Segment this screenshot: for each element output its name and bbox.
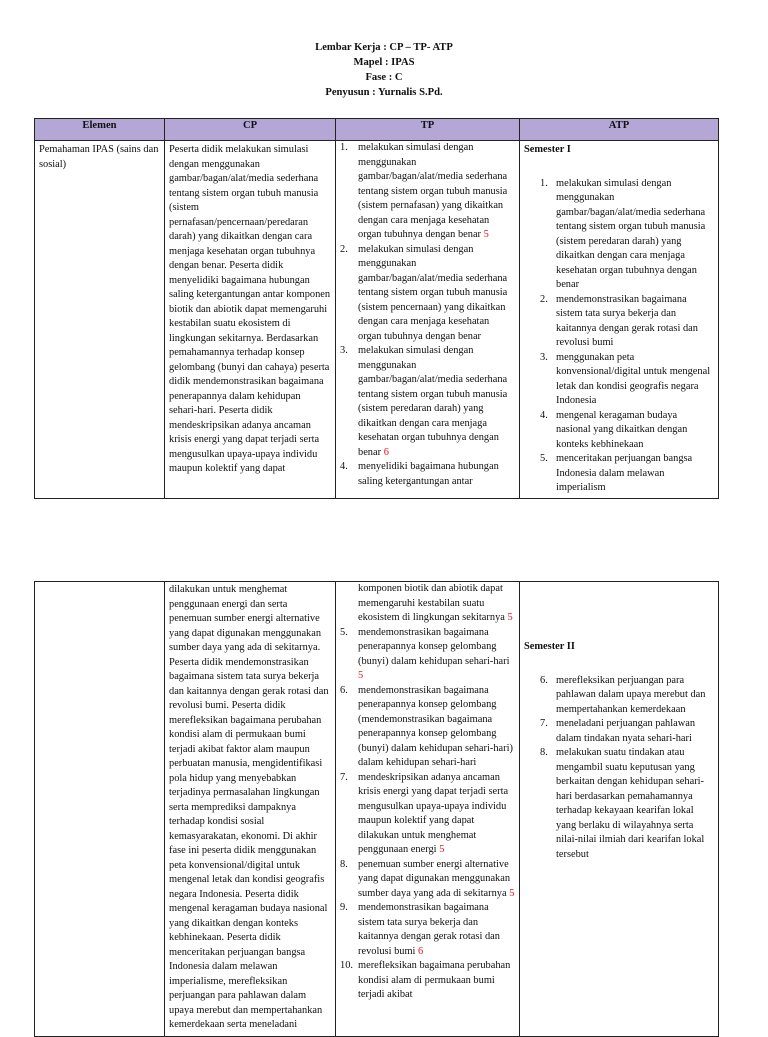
atp-text: melakukan simulasi dengan menggunakan gambar/bagan/alat/media sederhana tentang sistem organ tubuh manusia (sistem peredaran darah) yang dikaitkan dengan cara menjaga kesehatan organ tubuhnya dengan benar	[556, 177, 706, 290]
header-atp: ATP	[520, 119, 719, 141]
list-item	[340, 344, 515, 460]
worksheet-title: Lembar Kerja : CP – TP- ATP	[315, 42, 453, 53]
tp-text: melakukan simulasi dengan menggunakan gambar/bagan/alat/media sederhana tentang sistem organ tubuh manusia (sistem peredaran darah) yang dikaitkan dengan cara menjaga kesehatan organ tubuhnya dengan benar	[358, 345, 508, 458]
atp-list	[540, 177, 714, 496]
atp-text: mengenal keragaman budaya nasional yang dikaitkan dengan konteks kebhinekaan	[556, 409, 688, 450]
atp-text: menggunakan peta konvensional/digital untuk mengenal letak dan kondisi geografis negara Indonesia	[556, 351, 711, 406]
tp-number: 10.	[340, 960, 353, 971]
tp-number: 5.	[340, 626, 348, 638]
atp-list	[540, 674, 714, 863]
tp-number: 8.	[340, 858, 348, 870]
atp-text: menceritakan perjuangan bangsa Indonesia dalam melawan imperialism	[556, 453, 693, 493]
atp-number: 6.	[540, 674, 548, 686]
tp-continuation	[340, 582, 515, 626]
atp-number: 4.	[540, 409, 548, 421]
list-item	[340, 626, 515, 684]
list-item	[540, 351, 714, 409]
list-item	[540, 674, 714, 718]
tp-mark: 5	[358, 670, 364, 681]
document-header	[0, 40, 768, 100]
elemen-cell	[35, 141, 165, 499]
header-tp: TP	[336, 119, 520, 141]
subject-line: Mapel : IPAS	[353, 57, 415, 68]
cp-tp-atp-table-page2	[34, 581, 719, 1037]
atp-number: 1.	[540, 177, 548, 189]
tp-number: 3.	[340, 345, 348, 356]
tp-number: 9.	[340, 902, 348, 913]
tp-mark: 5	[507, 612, 513, 623]
list-item	[340, 460, 515, 489]
tp-text: komponen biotik dan abiotik dapat memengaruhi kestabilan suatu ekosistem di lingkungan sekitarnya	[358, 583, 505, 623]
tp-text: melakukan simulasi dengan menggunakan gambar/bagan/alat/media sederhana tentang sistem organ tubuh manusia (sistem pernafasan) yang dikaitkan dengan cara menjaga kesehatan organ tubuhnya dengan benar	[358, 142, 508, 240]
header-elemen: Elemen	[35, 119, 165, 141]
list-item	[540, 746, 714, 862]
list-item	[540, 717, 714, 746]
list-item	[540, 452, 714, 496]
tp-mark: 5	[439, 844, 445, 855]
phase-line: Fase : C	[365, 72, 403, 83]
cp-text: dilakukan untuk menghemat penggunaan energi dan serta penemuan sumber energi alternative yang dapat digunakan menggunakan sumber daya yang ada di sekitarnya. Peserta didik mendemonstrasikan bagaimana sistem tata surya bekerja dan kaitannya dengan gerak rotasi dan revolusi bumi. Peserta didik merefleksikan bagaimana perubahan kondisi alam di permukaan bumi terjadi akibat faktor alam maupun perbuatan manusia, mengidentifikasi pola hidup yang menyebabkan terjadinya permasalahan lingkungan serta memprediksi dampaknya terhadap kondisi sosial kemasyarakatan, ekonomi. Di akhir fase ini peserta didik menggunakan peta konvensional/digital untuk mengenal letak dan kondisi geografis negara Indonesia. Peserta didik mengenal keragaman budaya nasional yang dikaitkan dengan konteks kebhinekaan. Peserta didik menceritakan perjuangan bangsa Indonesia dalam melawan imperialisme, merefleksikan perjuangan para pahlawan dalam upaya merebut dan mempertahankan kemerdekaan serta meneladani	[169, 584, 329, 1029]
cp-text: Peserta didik melakukan simulasi dengan menggunakan gambar/bagan/alat/media sederhana tentang sistem organ tubuh manusia (sistem pernafasan/pencernaan/peredaran darah) yang dikaitkan dengan cara menjaga kesehatan organ tubuhnya dengan benar. Peserta didik menyelidiki bagaimana hubungan saling ketergantungan antar komponen biotik dan abiotik dapat memengaruhi kestabilan suatu ekosistem di lingkungan sekitarnya. Berdasarkan pemahamannya terhadap konsep gelombang (bunyi dan cahaya) peserta didik mendemonstrasikan bagaimana penerapannya dalam kehidupan sehari-hari. Peserta didik mendeskripsikan adanya ancaman krisis energi yang dapat terjadi serta mengusulkan upaya-upaya individu maupun kolektif yang dapat	[169, 144, 331, 474]
elemen-cell	[35, 582, 165, 1037]
semester-title: Semester I	[524, 144, 571, 155]
tp-mark: 6	[383, 446, 389, 458]
tp-list	[340, 626, 515, 1003]
atp-cell	[520, 582, 719, 1037]
atp-text: meneladani perjuangan pahlawan dalam tindakan nyata sehari-hari	[556, 718, 696, 744]
list-item	[340, 141, 515, 243]
tp-mark: 5	[509, 887, 515, 899]
tp-number: 6.	[340, 684, 348, 696]
tp-text: mendemonstrasikan bagaimana penerapannya konsep gelombang (bunyi) dalam kehidupan sehari-hari	[358, 626, 510, 667]
atp-text: melakukan suatu tindakan atau mengambil suatu keputusan yang berkaitan dengan kehidupan sehari-hari berdasarkan pemahamannya terhadap kekayaan kearifan lokal yang berlaku di wilayahnya serta nilai-nilai ilmiah dari kearifan lokal tersebut	[556, 747, 705, 860]
atp-number: 8.	[540, 747, 548, 758]
atp-number: 2.	[540, 293, 548, 305]
list-item	[540, 293, 714, 351]
tp-text: mendemonstrasikan bagaimana penerapannya konsep gelombang (mendemonstrasikan bagaimana penerapannya konsep gelombang (bunyi) dalam kehidupan sehari-hari) dalam kehidupan sehari-hari	[358, 684, 513, 768]
tp-text: merefleksikan bagaimana perubahan kondisi alam di permukaan bumi terjadi akibat	[358, 960, 511, 1000]
table-row	[35, 141, 719, 499]
cp-tp-atp-table-page1	[34, 118, 719, 499]
list-item	[340, 901, 515, 959]
list-item	[340, 959, 515, 1003]
header-cp: CP	[165, 119, 336, 141]
atp-cell	[520, 141, 719, 499]
atp-number: 3.	[540, 351, 548, 363]
list-item	[540, 409, 714, 453]
tp-number: 7.	[340, 771, 348, 783]
tp-number: 2.	[340, 243, 348, 255]
list-item	[340, 684, 515, 771]
author-line: Penyusun : Yurnalis S.Pd.	[325, 87, 443, 98]
tp-cell	[336, 141, 520, 499]
tp-cell	[336, 582, 520, 1037]
list-item	[340, 243, 515, 345]
table-header-row	[35, 119, 719, 141]
tp-list	[340, 141, 515, 489]
tp-text: mendeskripsikan adanya ancaman krisis energi yang dapat terjadi serta mengusulkan upaya-upaya individu maupun kolektif yang dapat dilakukan untuk menghemat penggunaan energi	[358, 771, 509, 855]
tp-mark: 6	[418, 945, 424, 957]
atp-number: 5.	[540, 453, 548, 464]
atp-number: 7.	[540, 718, 548, 729]
elemen-text: Pemahaman IPAS (sains dan sosial)	[39, 144, 159, 170]
tp-text: mendemonstrasikan bagaimana sistem tata surya bekerja dan kaitannya dengan gerak rotasi dan revolusi bumi	[358, 902, 500, 957]
cp-cell	[165, 141, 336, 499]
semester-title: Semester II	[524, 641, 575, 652]
tp-text: penemuan sumber energi alternative yang dapat digunakan menggunakan sumber daya yang ada di sekitarnya	[358, 858, 511, 899]
list-item	[340, 771, 515, 858]
list-item	[540, 177, 714, 293]
tp-mark: 5	[483, 229, 489, 240]
tp-text: melakukan simulasi dengan menggunakan gambar/bagan/alat/media sederhana tentang sistem organ tubuh manusia (sistem pencernaan) yang dikaitkan dengan cara menjaga kesehatan organ tubuhnya dengan benar	[358, 243, 508, 342]
tp-number: 1.	[340, 142, 348, 153]
cp-cell	[165, 582, 336, 1037]
tp-text: menyelidiki bagaimana hubungan saling ketergantungan antar	[358, 461, 499, 487]
table-row	[35, 582, 719, 1037]
list-item	[340, 858, 515, 902]
atp-text: mendemonstrasikan bagaimana sistem tata surya bekerja dan kaitannya dengan gerak rotasi dan revolusi bumi	[556, 293, 698, 348]
tp-number: 4.	[340, 461, 348, 472]
atp-text: merefleksikan perjuangan para pahlawan dalam upaya merebut dan mempertahankan kemerdekaan	[556, 674, 706, 715]
